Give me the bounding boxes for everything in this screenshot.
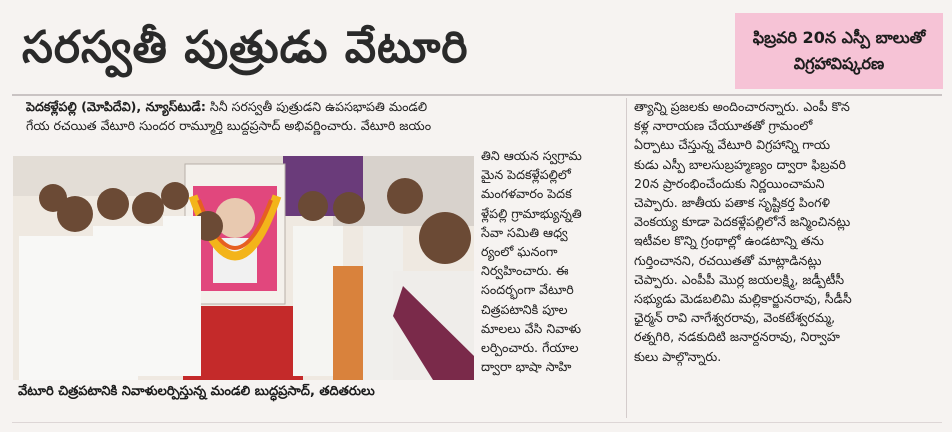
right-column-line: 20న ప్రారంభించేందుకు నిర్ణయించామని	[634, 175, 825, 191]
right-column-line: ఏర్పాటు చేస్తున్న వేటూరి విగ్రహాన్ని గాయ	[634, 137, 831, 153]
right-column-line: వెంకయ్య కూడా పెదకళ్లేపల్లిలోనే జన్మించినట్లు	[634, 214, 851, 230]
middle-column-line: మైన పెదకళ్లేపల్లిలో	[481, 167, 571, 183]
middle-column-line: తిని ఆయన స్వగ్రామ	[481, 148, 582, 163]
right-column-line: త్యాన్ని ప్రజలకు అందించారన్నారు. ఎంపీ కొన	[634, 99, 850, 114]
photo-caption: వేటూరి చిత్రపటానికి నివాళులర్పిస్తున్న మండలి బుద్ధప్రసాద్, తదితరులు	[18, 384, 375, 399]
middle-column-line: మంగళవారం పెదక	[481, 186, 572, 202]
middle-column-line: మాలలు వేసి నివాళు	[481, 320, 582, 336]
right-column-line: కులు పాల్గొన్నారు.	[634, 348, 722, 364]
subheadline-box	[735, 13, 943, 89]
right-column-line: కళ్ల నారాయణ చేయూతతో గ్రామంలో	[634, 118, 813, 134]
news-photo	[13, 156, 474, 380]
intro-line-1-text: సినీ సరస్వతీ పుత్రుడని ఉపసభాపతి మండలి	[205, 99, 428, 114]
subheadline-line-1: ఫిబ్రవరి 20న ఎస్పీ బాలుతో	[752, 28, 926, 47]
right-column-line: గుర్తించానని, రచయితతో మాట్లాడినట్లు	[634, 252, 822, 268]
middle-column-line: చిత్రపటానికి పూల	[481, 301, 568, 317]
middle-column-line: ళ్లేపల్లి గ్రామాభ్యున్నతి	[481, 205, 582, 221]
column-divider	[626, 98, 627, 418]
middle-column-line: ద్వారా భాషా సాహి	[481, 359, 572, 375]
dateline: పెదకళ్లేపల్లి (మోపిదేవి), న్యూస్‌టుడే:	[26, 99, 206, 114]
right-column-line: సభ్యుడు మెడబలిమి మల్లికార్జునరావు, సీడీసీ	[634, 291, 852, 307]
headline: సరస్వతీ పుత్రుడు వేటూరి	[22, 22, 469, 73]
middle-column-line: లర్పించారు. గేయాల	[481, 340, 579, 356]
right-column-line: చెప్పారు. జాతీయ పతాక సృష్టికర్త పింగళి	[634, 195, 830, 211]
middle-column	[481, 146, 617, 376]
intro-line-2: గేయ రచయిత వేటూరి సుందర రామ్మూర్తి బుద్ధప్రసాద్ అభివర్ణించారు. వేటూరి జయం	[26, 118, 432, 134]
bottom-divider	[12, 422, 942, 423]
right-column-line: చెప్పారు. ఎంపీపీ మొర్ల జయలక్ష్మి, జడ్పీటీసీ	[634, 271, 845, 287]
middle-column-line: సేవా సమితి ఆధ్వ	[481, 224, 568, 240]
right-column	[634, 97, 948, 366]
middle-column-line: సందర్భంగా వేటూరి	[481, 282, 574, 298]
right-column-line: ఇటీవల కొన్ని గ్రంథాల్లో ఉండటాన్ని తను	[634, 233, 824, 249]
right-column-line: కుడు ఎస్పీ బాలసుబ్రహ్మణ్యం ద్వారా ఫిబ్రవరి	[634, 156, 847, 172]
right-column-line: రత్నగిరి, నడకుదిటి జనార్దనరావు, నిర్వాహ	[634, 329, 840, 345]
intro-line-1	[26, 97, 626, 116]
middle-column-line: ర్యంలో ఘనంగా	[481, 244, 558, 260]
intro-paragraph	[26, 97, 626, 135]
headline-divider	[12, 94, 942, 96]
subheadline-line-2: విగ్రహావిష్కరణ	[793, 54, 885, 73]
middle-column-line: నిర్వహించారు. ఈ	[481, 263, 569, 279]
right-column-line: ఛైర్మన్ రావి నాగేశ్వరరావు, వెంకటేశ్వరమ్మ,	[634, 310, 836, 326]
